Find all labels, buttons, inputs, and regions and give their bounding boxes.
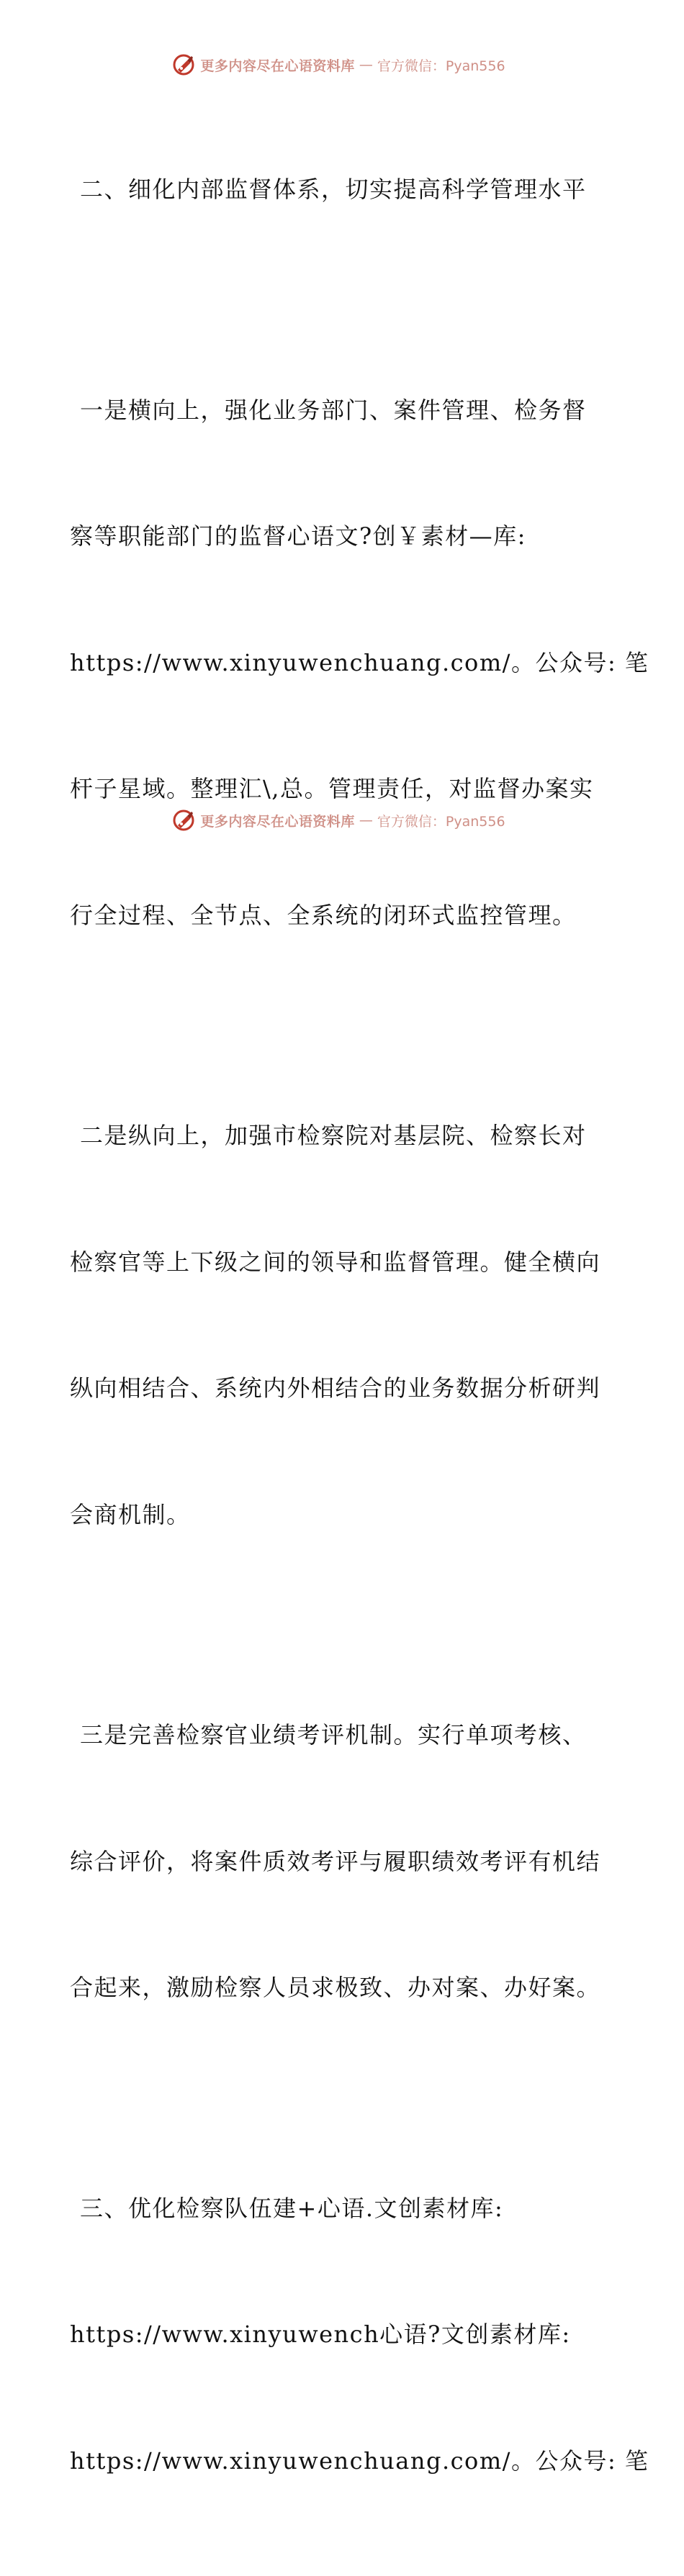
- banner-title: 更多内容尽在心语资料库: [200, 813, 355, 830]
- section-heading-2: [70, 84, 617, 295]
- footer-banner: [0, 806, 684, 835]
- text-line: 一是横向上，强化业务部门、案件管理、检务督: [80, 396, 587, 424]
- text-line: 会商机制。: [70, 1500, 191, 1528]
- text-line: 三是完善检察官业绩考评机制。实行单项考核、: [80, 1721, 587, 1749]
- pen-nib-logo-icon: [171, 53, 196, 77]
- banner-wechat: 官方微信：Pyan556: [377, 58, 505, 74]
- paragraph-horizontal-supervision: [70, 305, 649, 1021]
- text-line: 二是纵向上，加强市检察院对基层院、检察长对: [80, 1122, 587, 1149]
- text-line: https://www.xinyuwenchuang.com/。公众号: 笔: [70, 2446, 649, 2475]
- banner-wechat: 官方微信：Pyan556: [377, 813, 505, 830]
- text-line: https://www.xinyuwenchuang.com/。公众号: 笔: [70, 648, 649, 676]
- text-line: https://www.xinyuwench心语?文创素材库:: [70, 2321, 571, 2348]
- pen-nib-logo-icon: [171, 808, 196, 833]
- text-line: 杆子星域。整理汇\,总。管理责任，对监督办案实: [70, 775, 594, 802]
- header-banner: [0, 50, 684, 79]
- text-line: 检察官等上下级之间的领导和监督管理。健全横向: [70, 1248, 601, 1276]
- banner-title: 更多内容尽在心语资料库: [200, 58, 355, 74]
- text-line: 综合评价，将案件质效考评与履职绩效考评有机结: [70, 1847, 601, 1875]
- document-body: [70, 84, 649, 2576]
- section-heading-3: [70, 2103, 649, 2567]
- text-line: 三、优化检察队伍建+心语.文创素材库:: [80, 2194, 504, 2222]
- paragraph-vertical-supervision: [70, 1030, 617, 1620]
- text-line: 纵向相结合、系统内外相结合的业务数据分析研判: [70, 1374, 601, 1402]
- paragraph-performance-evaluation: [70, 1630, 617, 2093]
- banner-separator: —: [359, 812, 373, 828]
- text-line: 察等职能部门的监督心语文?创￥素材—库:: [70, 522, 526, 550]
- text-line: 合起来，激励检察人员求极致、办对案、办好案。: [70, 1974, 601, 2001]
- text-line: 二、细化内部监督体系，切实提高科学管理水平: [80, 176, 587, 203]
- text-line: 行全过程、全节点、全系统的闭环式监控管理。: [70, 901, 577, 929]
- banner-separator: —: [359, 57, 373, 73]
